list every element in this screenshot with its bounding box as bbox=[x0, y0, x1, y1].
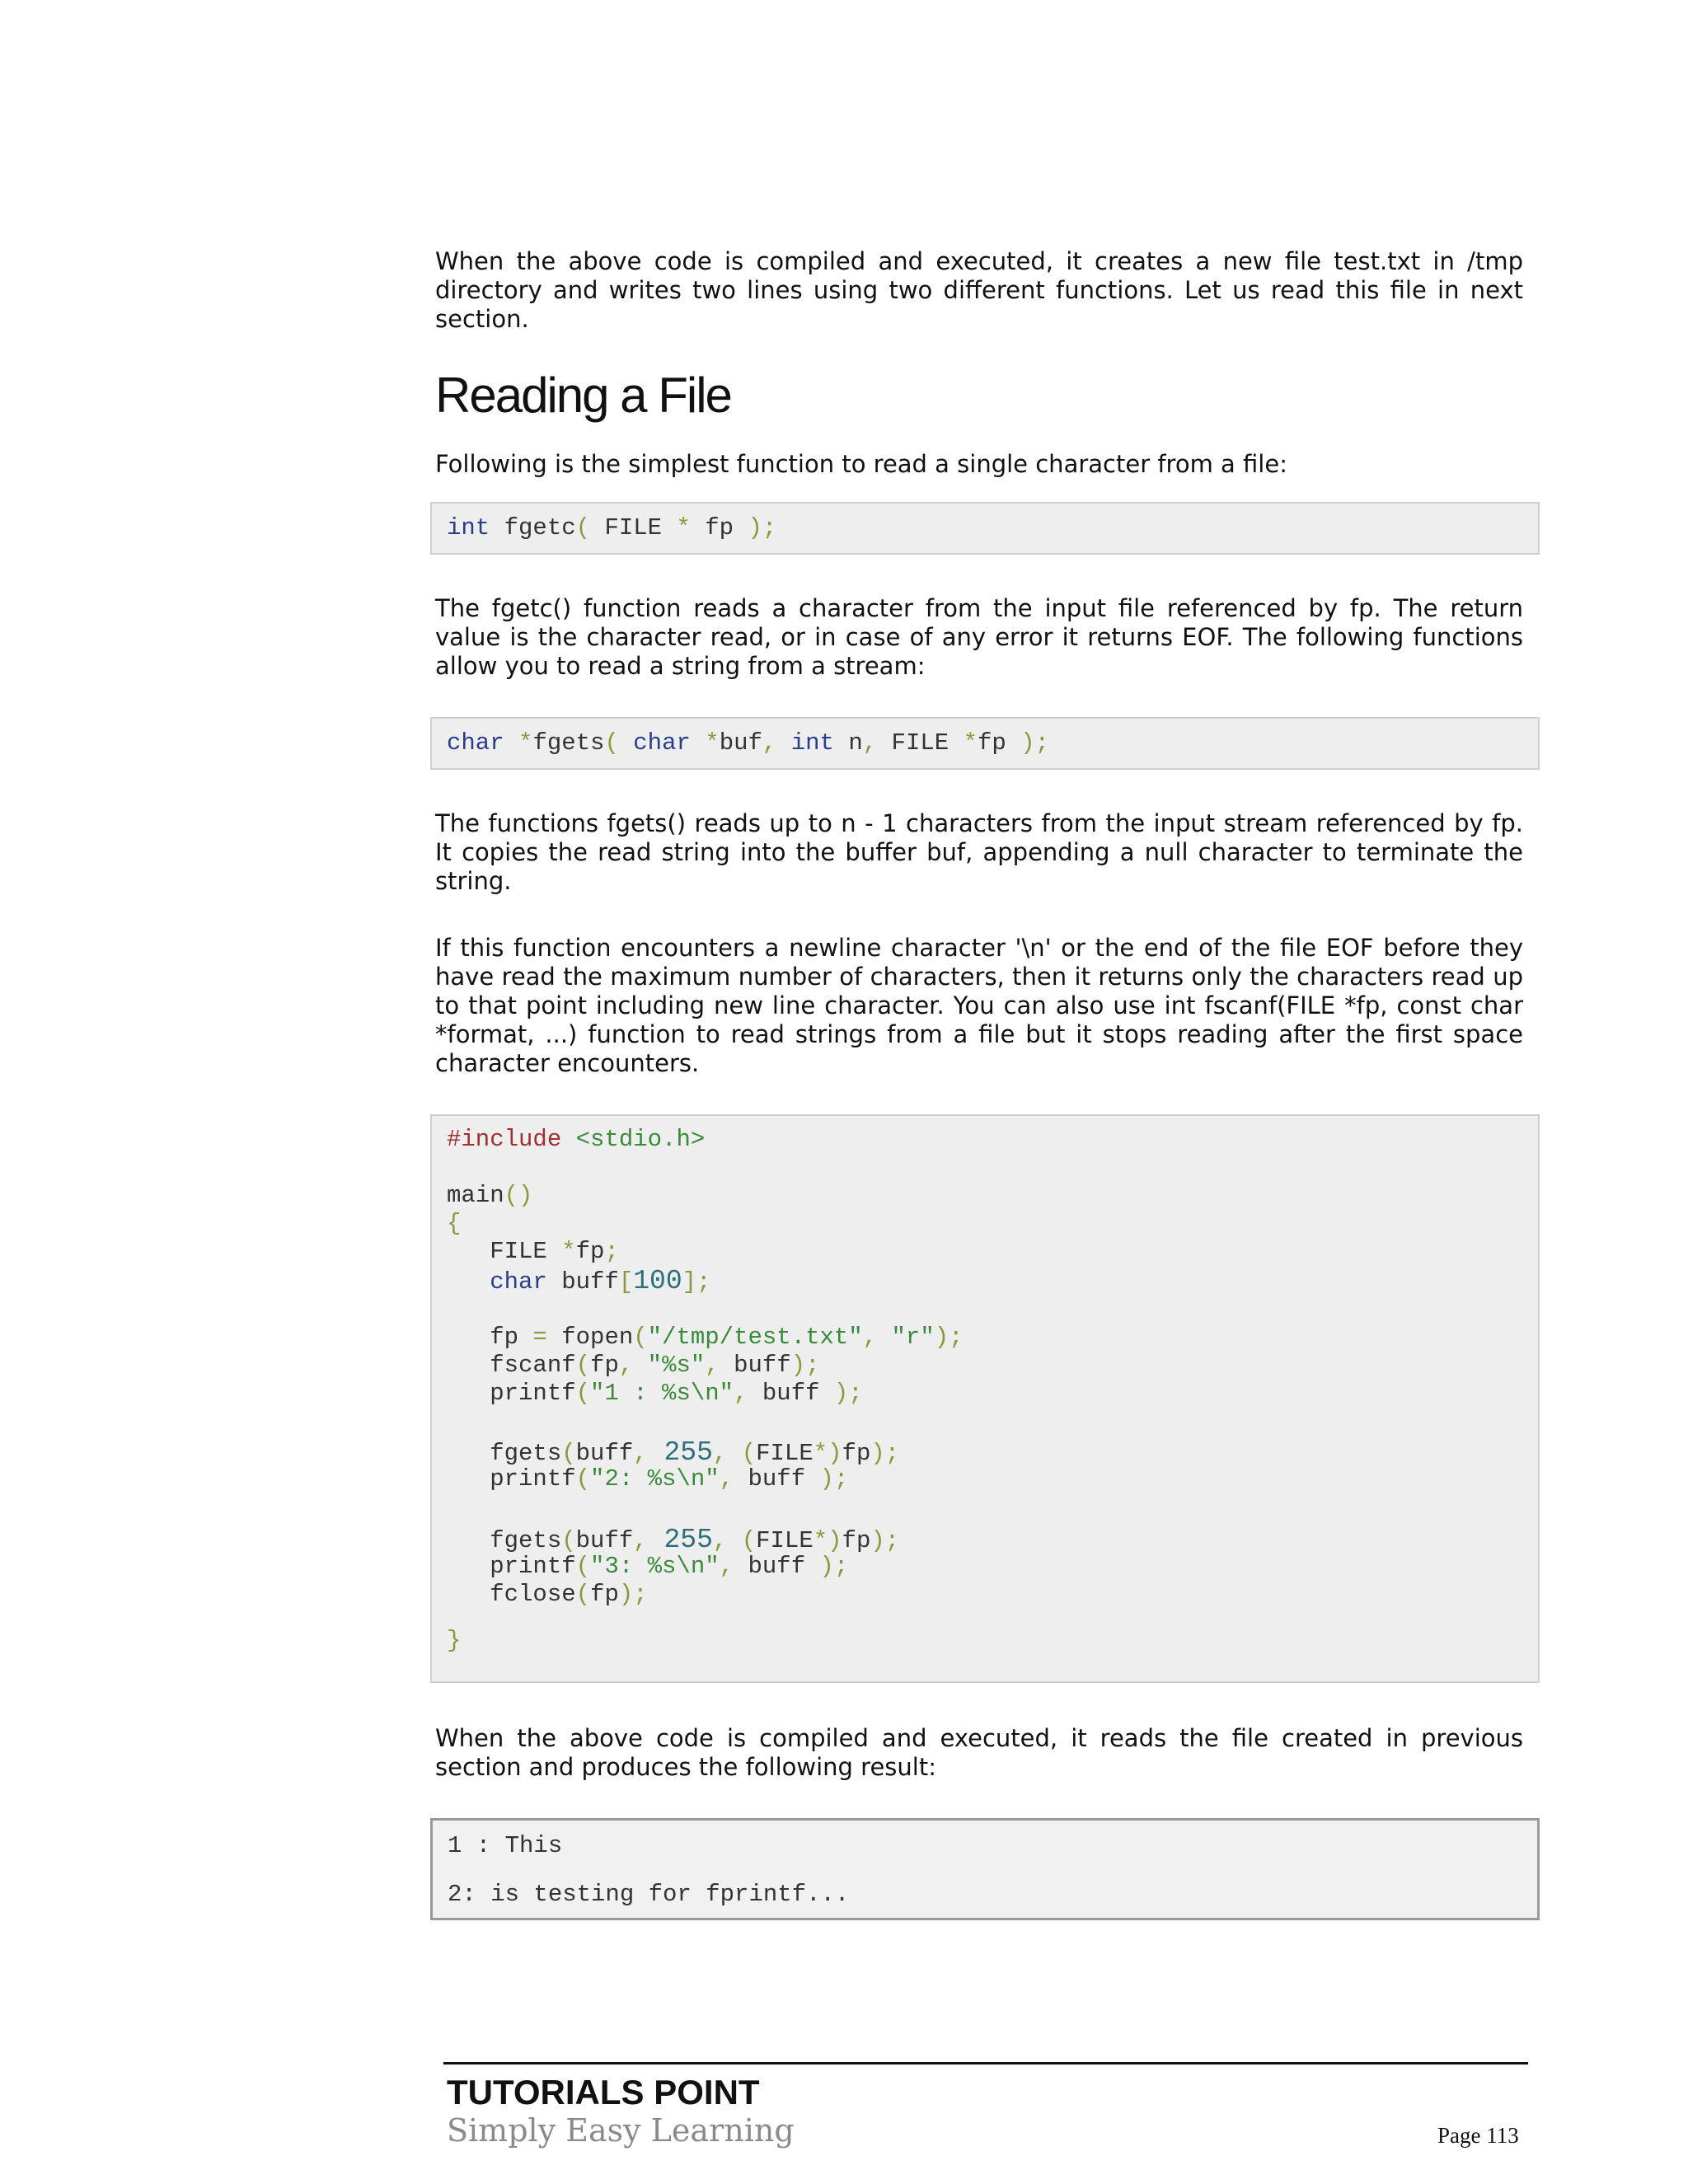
code-punct: ; bbox=[604, 1238, 619, 1265]
newline-paragraph: If this function encounters a newline character '\n' or the end of the file EOF before they have read the maximum number of characters, then it returns only the characters read up to that point including new line character. You can also use int fscanf(FILE *fp, const char *format, ...) function to read strings from a file but it stops reading after the first space character encounters. bbox=[435, 934, 1523, 1077]
code-identifier: fp bbox=[575, 1238, 605, 1265]
code-line bbox=[447, 1352, 820, 1379]
code-string: "1 : %s\n" bbox=[590, 1380, 734, 1407]
code-line bbox=[447, 1380, 863, 1407]
code-identifier: fp bbox=[842, 1440, 871, 1467]
code-identifier: fclose bbox=[447, 1581, 576, 1608]
code-identifier: fgets bbox=[532, 729, 605, 757]
fgets-paragraph: The functions fgets() reads up to n - 1 characters from the input stream referenced by fp. It copies the read string into the buffer buf, appending a null character to terminate the string. bbox=[435, 809, 1523, 895]
code-line bbox=[447, 1525, 899, 1555]
code-identifier: buff bbox=[575, 1527, 634, 1554]
code-line bbox=[447, 1266, 710, 1296]
code-punct: ( bbox=[727, 1440, 757, 1467]
code-punct: ); bbox=[833, 1380, 863, 1407]
code-line bbox=[447, 1210, 461, 1237]
code-punct: * bbox=[690, 729, 720, 757]
code-punct: , bbox=[719, 1553, 734, 1580]
code-identifier: FILE bbox=[877, 729, 964, 757]
code-identifier: fp bbox=[590, 1352, 619, 1379]
code-keyword: char bbox=[447, 729, 504, 757]
code-identifier: fp bbox=[590, 1581, 619, 1608]
code-punct: ); bbox=[934, 1324, 964, 1351]
code-punct: , bbox=[862, 1324, 878, 1351]
code-punct: ]; bbox=[682, 1268, 711, 1296]
code-punct: ( bbox=[561, 1440, 576, 1467]
code-string: "3: %s\n" bbox=[590, 1553, 720, 1580]
code-punct: , bbox=[633, 1440, 648, 1467]
code-line bbox=[447, 1465, 848, 1493]
code-punct: ( bbox=[727, 1527, 757, 1554]
footer-brand: TUTORIALS POINT bbox=[447, 2073, 760, 2111]
code-punct: ( bbox=[575, 1352, 591, 1379]
code-keyword: int bbox=[447, 514, 490, 541]
code-identifier: buff bbox=[546, 1268, 619, 1296]
simplest-paragraph: Following is the simplest function to read a single character from a file: bbox=[435, 450, 1287, 478]
code-line bbox=[447, 1126, 705, 1153]
code-string: "2: %s\n" bbox=[590, 1465, 720, 1493]
code-punct: [ bbox=[618, 1268, 634, 1296]
page-number: Page 113 bbox=[1437, 2123, 1519, 2148]
code-preprocessor: #include bbox=[447, 1126, 562, 1153]
code-punct: ( bbox=[575, 1581, 591, 1608]
code-punct: * bbox=[561, 1238, 576, 1265]
code-line bbox=[447, 1553, 848, 1580]
code-line bbox=[447, 1324, 964, 1351]
section-heading: Reading a File bbox=[435, 368, 731, 423]
code-punct: *) bbox=[813, 1440, 842, 1467]
code-identifier: fopen bbox=[546, 1324, 634, 1351]
code-punct: * bbox=[504, 729, 533, 757]
code-identifier: FILE bbox=[756, 1527, 814, 1554]
code-punct: * bbox=[676, 514, 691, 541]
code-punct: ( bbox=[561, 1527, 576, 1554]
code-punct: ( bbox=[604, 729, 619, 757]
code-punct: ); bbox=[819, 1465, 849, 1493]
code-number: 255 bbox=[647, 1525, 713, 1555]
code-punct: , bbox=[719, 1465, 734, 1493]
code-identifier: FILE bbox=[590, 514, 677, 541]
code-block-fgets bbox=[430, 717, 1540, 770]
code-keyword: char bbox=[618, 729, 691, 757]
code-punct: ( bbox=[575, 514, 591, 541]
output-line-1: 1 : This bbox=[448, 1832, 563, 1859]
code-line bbox=[447, 1437, 899, 1468]
code-punct: ); bbox=[819, 1553, 849, 1580]
code-punct: ( bbox=[575, 1465, 591, 1493]
code-punct: ); bbox=[870, 1527, 900, 1554]
code-keyword: char bbox=[447, 1268, 547, 1296]
code-punct: ); bbox=[870, 1440, 900, 1467]
code-identifier: FILE bbox=[756, 1440, 814, 1467]
code-identifier: printf bbox=[447, 1465, 576, 1493]
intro-paragraph: When the above code is compiled and executed, it creates a new file test.txt in /tmp directory and writes two lines using two different functions. Let us read this file in next section. bbox=[435, 247, 1523, 333]
code-string: "/tmp/test.txt" bbox=[647, 1324, 863, 1351]
code-punct: , bbox=[712, 1440, 728, 1467]
code-line bbox=[447, 1182, 532, 1209]
code-punct: ( bbox=[575, 1553, 591, 1580]
code-identifier: fp bbox=[690, 514, 748, 541]
code-punct: { bbox=[447, 1210, 462, 1237]
code-punct: , bbox=[618, 1352, 634, 1379]
code-identifier: buff bbox=[575, 1440, 634, 1467]
code-identifier: fgets bbox=[447, 1440, 562, 1467]
code-number: 100 bbox=[633, 1266, 682, 1296]
code-block-main bbox=[430, 1114, 1540, 1683]
code-punct: = bbox=[532, 1324, 547, 1351]
code-identifier: buf bbox=[719, 729, 762, 757]
code-line bbox=[447, 1238, 619, 1265]
fgetc-paragraph: The fgetc() function reads a character from the input file referenced by fp. The return value is the character read, or in case of any error it returns EOF. The following functions allow you to read a string from a stream: bbox=[435, 594, 1523, 680]
code-identifier: fp bbox=[447, 1324, 533, 1351]
code-string: "%s" bbox=[633, 1352, 706, 1379]
code-identifier: fgetc bbox=[490, 514, 576, 541]
output-block bbox=[430, 1818, 1540, 1920]
code-string: "r" bbox=[877, 1324, 935, 1351]
code-punct: * bbox=[963, 729, 978, 757]
code-punct: , bbox=[633, 1527, 648, 1554]
code-punct: } bbox=[447, 1627, 462, 1654]
code-punct: , bbox=[705, 1352, 720, 1379]
code-line bbox=[447, 1581, 648, 1608]
code-punct: ( bbox=[575, 1380, 591, 1407]
code-identifier: buff bbox=[748, 1380, 834, 1407]
code-identifier: buff bbox=[719, 1352, 791, 1379]
code-punct: ( bbox=[633, 1324, 648, 1351]
code-punct: () bbox=[504, 1182, 533, 1209]
code-header: <stdio.h> bbox=[561, 1126, 706, 1153]
code-identifier: buff bbox=[734, 1465, 820, 1493]
code-identifier: fp bbox=[977, 729, 1021, 757]
code-identifier: fgets bbox=[447, 1527, 562, 1554]
footer-divider bbox=[443, 2062, 1528, 2064]
code-punct: *) bbox=[813, 1527, 842, 1554]
code-identifier: FILE bbox=[447, 1238, 562, 1265]
code-identifier: n bbox=[833, 729, 863, 757]
code-punct: , bbox=[762, 729, 777, 757]
code-punct: ); bbox=[1020, 729, 1050, 757]
output-line-2: 2: is testing for fprintf... bbox=[448, 1881, 850, 1908]
code-identifier: buff bbox=[734, 1553, 820, 1580]
code-punct: ); bbox=[790, 1352, 820, 1379]
code-line bbox=[447, 514, 776, 541]
code-identifier: fp bbox=[842, 1527, 871, 1554]
code-identifier: printf bbox=[447, 1553, 576, 1580]
code-punct: , bbox=[712, 1527, 728, 1554]
code-block-fgetc bbox=[430, 502, 1540, 555]
page-content bbox=[435, 247, 1523, 1920]
code-line bbox=[447, 1627, 461, 1654]
code-line bbox=[447, 729, 1049, 757]
result-paragraph: When the above code is compiled and executed, it reads the file created in previous section and produces the following result: bbox=[435, 1724, 1523, 1781]
code-number: 255 bbox=[647, 1437, 713, 1468]
code-identifier: printf bbox=[447, 1380, 576, 1407]
code-punct: ); bbox=[618, 1581, 648, 1608]
code-punct: ); bbox=[748, 514, 777, 541]
code-identifier: fscanf bbox=[447, 1352, 576, 1379]
code-keyword: int bbox=[776, 729, 834, 757]
footer-tagline: Simply Easy Learning bbox=[447, 2112, 795, 2149]
code-identifier: main bbox=[447, 1182, 504, 1209]
code-punct: , bbox=[734, 1380, 748, 1407]
code-punct: , bbox=[862, 729, 878, 757]
